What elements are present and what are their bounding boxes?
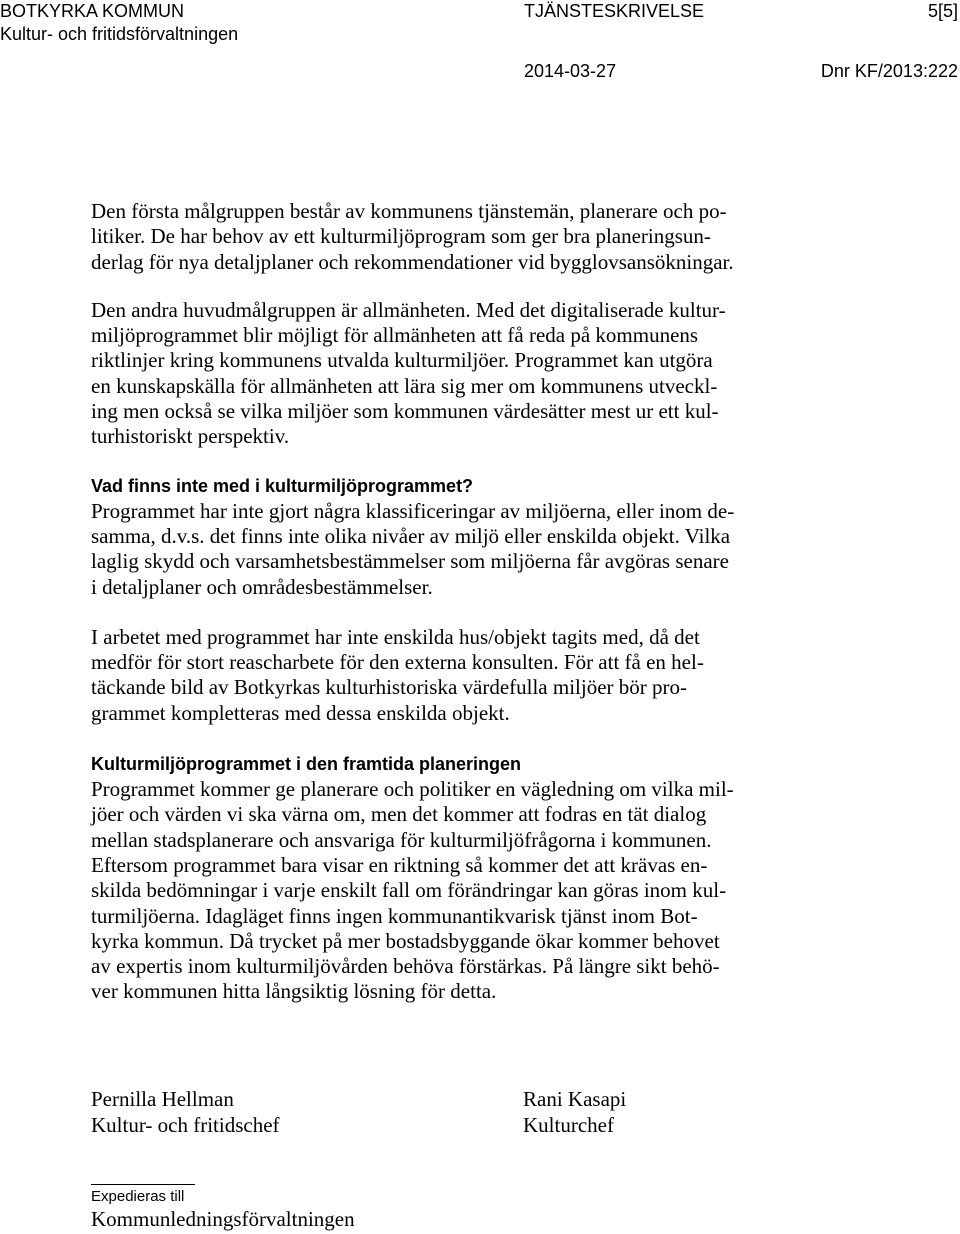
text-line: skilda bedömningar i varje enskilt fall om förändringar kan göras inom kul- (91, 878, 727, 903)
signatory-name: Pernilla Hellman (91, 1087, 234, 1111)
text-line: i detaljplaner och områdesbestämmelser. (91, 574, 433, 599)
distribution-label: Expedieras till (91, 1188, 185, 1205)
paragraph-future-planning (91, 777, 791, 1005)
text-line: av expertis inom kulturmiljövården behöva förstärkas. På längre sikt behö- (91, 954, 720, 979)
text-line: grammet kompletteras med dessa enskilda objekt. (91, 700, 510, 725)
footer-divider (91, 1184, 195, 1185)
text-line: Den andra huvudmålgruppen är allmänheten. Med det digitaliserade kultur- (91, 297, 726, 322)
text-line: ing men också se vilka miljöer som kommunen värdesätter mest ur ett kul- (91, 399, 719, 424)
text-line: I arbetet med programmet har inte enskilda hus/objekt tagits med, då det (91, 624, 700, 649)
document-type: TJÄNSTESKRIVELSE (524, 1, 705, 21)
text-line: miljöprogrammet blir möjligt för allmänheten att få reda på kommunens (91, 323, 699, 348)
paragraph-target-group-1 (91, 199, 791, 275)
text-line: riktlinjer kring kommunens utvalda kulturmiljöer. Programmet kan utgöra (91, 348, 713, 373)
text-line: mellan stadsplanerare och ansvariga för kulturmiljöfrågorna i kommunen. (91, 827, 712, 852)
document-body (91, 199, 791, 1005)
text-line: turhistoriskt perspektiv. (91, 424, 290, 449)
section-heading-not-included: Vad finns inte med i kulturmiljöprogrammet? (91, 475, 474, 496)
signatory-title: Kultur- och fritidschef (91, 1113, 280, 1137)
signature-left (91, 1086, 280, 1138)
text-line: jöer och värden vi ska värna om, men det kommer att fodras en tät dialog (91, 802, 707, 827)
signatory-name: Rani Kasapi (523, 1087, 627, 1111)
document-dnr: Dnr KF/2013:222 (820, 61, 958, 81)
distribution-recipient: Kommunledningsförvaltningen (91, 1207, 355, 1231)
signature-right (523, 1086, 626, 1138)
document-date: 2014-03-27 (524, 61, 617, 81)
text-line: Eftersom programmet bara visar en riktning så kommer det att krävas en- (91, 852, 708, 877)
text-line: turmiljöerna. Idagläget finns ingen kommunantikvarisk tjänst inom Bot- (91, 903, 698, 928)
text-line: litiker. De har behov av ett kulturmiljöprogram som ger bra planeringsun- (91, 224, 711, 249)
text-line: Programmet kommer ge planerare och politiker en vägledning om vilka mil- (91, 777, 734, 802)
department-name: Kultur- och fritidsförvaltningen (0, 24, 239, 44)
paragraph-target-group-2 (91, 298, 791, 450)
municipality-name: BOTKYRKA KOMMUN (0, 1, 185, 21)
paragraph-objects (91, 625, 791, 726)
signatory-title: Kulturchef (523, 1113, 614, 1137)
text-line: ver kommunen hitta långsiktig lösning för detta. (91, 979, 497, 1004)
text-line: täckande bild av Botkyrkas kulturhistoriska värdefulla miljöer bör pro- (91, 675, 688, 700)
text-line: derlag för nya detaljplaner och rekommendationer vid bygglovsansökningar. (91, 249, 734, 274)
text-line: medför för stort reascharbete för den externa konsulten. För att få en hel- (91, 650, 704, 675)
text-line: Den första målgruppen består av kommunens tjänstemän, planerare och po- (91, 199, 727, 223)
text-line: Programmet har inte gjort några klassificeringar av miljöerna, eller inom de- (91, 498, 735, 523)
text-line: en kunskapskälla för allmänheten att lära sig mer om kommunens utveckl- (91, 373, 718, 398)
text-line: samma, d.v.s. det finns inte olika nivåer av miljö eller enskilda objekt. Vilka (91, 523, 731, 548)
paragraph-classifications (91, 499, 791, 600)
text-line: laglig skydd och varsamhetsbestämmelser som miljöerna får avgöras senare (91, 549, 729, 574)
page-number: 5[5] (927, 1, 958, 21)
text-line: kyrka kommun. Då trycket på mer bostadsbyggande ökar kommer behovet (91, 928, 720, 953)
section-heading-future-planning: Kulturmiljöprogrammet i den framtida planeringen (91, 754, 522, 775)
